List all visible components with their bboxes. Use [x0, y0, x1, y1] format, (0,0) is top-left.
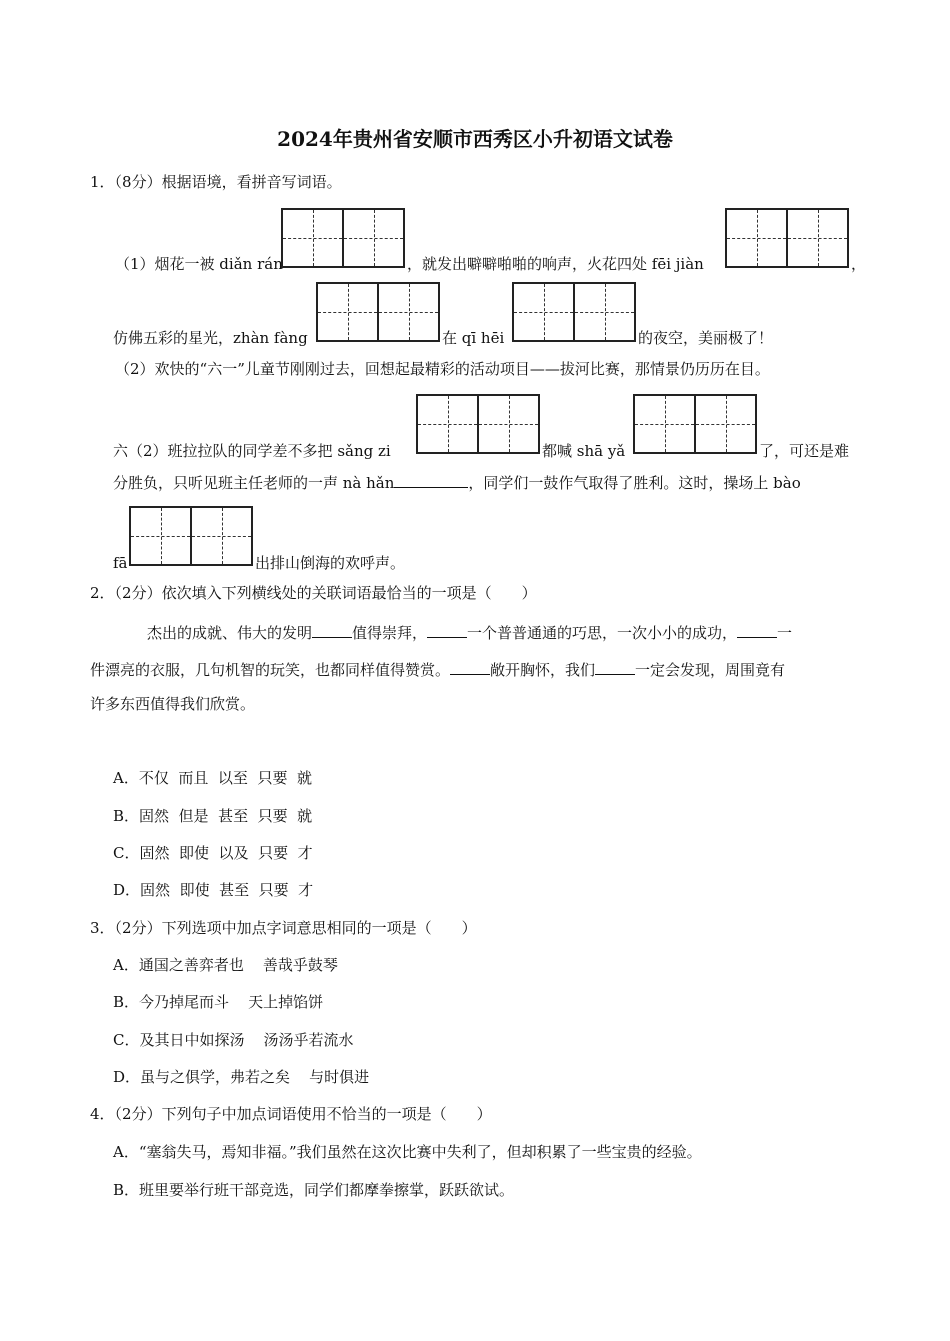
q1-line4-text-b: 都喊 shā yǎ: [542, 442, 626, 460]
q4-header: 4．（2分）下列句子中加点词语使用不恰当的一项是（ ）: [90, 1105, 492, 1123]
q2-passage-segment: 一: [777, 624, 793, 642]
page-title: 2024年贵州省安顺市西秀区小升初语文试卷: [277, 127, 673, 151]
q2-passage-line2: [90, 658, 785, 680]
q3-header: 3．（2分）下列选项中加点字词意思相同的一项是（ ）: [90, 919, 477, 937]
q2-passage-segment: 件漂亮的衣服，几句机智的玩笑，也都同样值得赞赏。: [90, 661, 451, 679]
q1-line1-text-b: ，就发出噼噼啪啪的响声，火花四处 fēi jiàn: [407, 255, 704, 273]
q2-passage-line3: 许多东西值得我们欣赏。: [90, 695, 256, 713]
q1-line6-text-b: 出排山倒海的欢呼声。: [255, 554, 406, 572]
answer-blank-nahan[interactable]: [394, 471, 468, 488]
q2-option-c[interactable]: C．固然 即使 以及 只要 才: [113, 844, 313, 862]
q1-line2-text-b: 在 qī hēi: [442, 329, 505, 347]
q1-header: 1．（8分）根据语境，看拼音写词语。: [90, 173, 342, 191]
answer-grid-baofa[interactable]: [129, 506, 253, 566]
q3-option-a[interactable]: A．通国之善弈者也 善哉乎鼓琴: [113, 956, 338, 974]
answer-grid-sangzi[interactable]: [416, 394, 540, 454]
q2-passage-segment: 值得崇拜，: [352, 624, 428, 642]
q2-passage-segment: 敞开胸怀，我们: [490, 661, 596, 679]
q1-line1-text-a: （1）烟花一被 diǎn rán: [115, 255, 283, 273]
q3-option-c[interactable]: C．及其日中如探汤 汤汤乎若流水: [113, 1031, 354, 1049]
q1-line5: [113, 471, 801, 493]
answer-blank-3[interactable]: [737, 621, 777, 638]
q2-header: 2．（2分）依次填入下列横线处的关联词语最恰当的一项是（ ）: [90, 584, 537, 602]
answer-grid-dianran[interactable]: [281, 208, 405, 268]
answer-grid-shaya[interactable]: [633, 394, 757, 454]
q4-option-b[interactable]: B．班里要举行班干部竞选，同学们都摩拳擦掌，跃跃欲试。: [113, 1181, 515, 1199]
q2-passage-line1: [147, 621, 792, 643]
q3-option-b[interactable]: B．今乃掉尾而斗 天上掉馅饼: [113, 993, 324, 1011]
q2-option-b[interactable]: B．固然 但是 甚至 只要 就: [113, 807, 313, 825]
answer-blank-2[interactable]: [427, 621, 467, 638]
q1-line3-text: （2）欢快的“六一”儿童节刚刚过去，回想起最精彩的活动项目——拔河比赛，那情景仍历历在目。: [115, 360, 770, 378]
q2-passage-segment: 一个普普通通的巧思，一次小小的成功，: [467, 624, 738, 642]
q2-option-d[interactable]: D．固然 即使 甚至 只要 才: [113, 881, 314, 899]
q2-passage-segment: 杰出的成就、伟大的发明: [147, 624, 313, 642]
q3-option-d[interactable]: D．虽与之俱学，弗若之矣 与时俱进: [113, 1068, 370, 1086]
q1-line1-text-c: ，: [851, 255, 867, 273]
q2-passage-segment: 一定会发现，周围竟有: [635, 661, 786, 679]
answer-blank-1[interactable]: [312, 621, 352, 638]
q2-option-a[interactable]: A．不仅 而且 以至 只要 就: [113, 769, 312, 787]
q1-line5-text-b: ，同学们一鼓作气取得了胜利。这时，操场上 bào: [468, 474, 801, 492]
q1-line4-text-a: 六（2）班拉拉队的同学差不多把 sǎng zi: [113, 442, 391, 460]
q1-line5-text-a: 分胜负，只听见班主任老师的一声 nà hǎn: [113, 474, 395, 492]
answer-blank-5[interactable]: [595, 658, 635, 675]
answer-grid-qihei[interactable]: [512, 282, 636, 342]
q1-line4-text-c: 了，可还是难: [759, 442, 850, 460]
answer-grid-feijian[interactable]: [725, 208, 849, 268]
q4-option-a[interactable]: A．“塞翁失马，焉知非福。”我们虽然在这次比赛中失利了，但却积累了一些宝贵的经验。: [113, 1143, 702, 1161]
answer-blank-4[interactable]: [450, 658, 490, 675]
answer-grid-zhanfang[interactable]: [316, 282, 440, 342]
q1-line2-text-c: 的夜空，美丽极了！: [638, 329, 774, 347]
q1-line2-text-a: 仿佛五彩的星光，zhàn fàng: [113, 329, 308, 347]
q1-line6-text-a: fā: [113, 554, 128, 572]
